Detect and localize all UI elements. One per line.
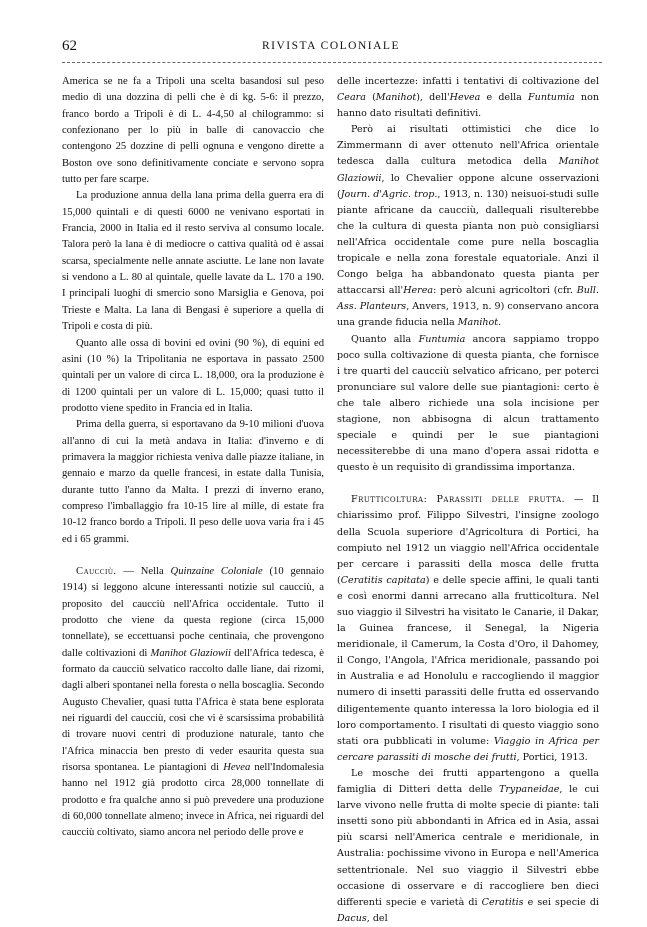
paragraph-funtumia: Quanto alla Funtumia ancora sappiamo troppo poco sulla coltivazione di questa pianta, che fornisce i tre quarti del caucciù selvatico africano, per poterci pronunciare sul valore delle sue piantagioni: certo è che tale albero richiede una sola incisione per stagione, non abbisogna di alcun trattamento speciale e quindi per le sue piantagioni necessiterebbe di una mano d'opera assai ridotta e questo è un requisito di grandissima importanza.	[337, 333, 599, 474]
species-name: Dacus	[337, 912, 367, 924]
section-gap	[62, 548, 324, 564]
page-header	[62, 38, 600, 58]
species-name: Ceratitis capitata	[340, 574, 426, 586]
source-title: Viaggio in Africa per cercare parassiti di mosche dei frutti	[337, 735, 599, 763]
species-name: Ceara	[337, 92, 366, 104]
paragraph-frutticoltura: Frutticoltura: Parassiti delle frutta. — Il chiarissimo prof. Filippo Silvestri, l'insigne zoologo della Scuola superiore d'Agricoltura di Portici, ha compiuto nel 1912 un viaggio nell'Africa occidentale per cercare i parassiti della mosca delle frutta (Ceratitis capitata) e delle specie affini, le quali tanti e così enormi danni arrecano alla frutticoltura. Nel suo viaggio il Silvestri ha visitato le Canarie, il Dakar, la Guinea francese, il Senegal, la Nigeria meridionale, il Camerum, la Costa d'Oro, il Dahomey, il Congo, l'Angola, l'Africa meridionale, passando poi in Australia e ad Honolulu e raccogliendo il maggior numero di insetti parassiti delle frutta ed osservando diligentemente quanto interessa la loro biologia ed il loro comportamento. I risultati di questo viaggio sono stati ora pubblicati in volume: Viaggio in Africa per cercare parassiti di mosche dei frutti, Portici, 1913.	[337, 494, 599, 763]
source-title: Quinzaine Coloniale	[170, 565, 263, 577]
species-name: Manihot	[375, 92, 417, 104]
caucciu-heading: Caucciù.	[76, 565, 117, 577]
species-name: Funtumia	[528, 92, 575, 104]
paragraph-uova: Prima della guerra, si esportavano da 9-10 milioni d'uova all'anno di cui la metà andava in Italia: d'inverno e di primavera la maggior richiesta veniva dalle piazze italiane, in gennaio e marzo da quelle francesi, in estate dalla Tunisia, durante tutto l'anno da Malta. I prezzi di inverno erano, compreso l'imballaggio fra 10-15 lire al mille, di estate fra 10-12 franco bordo a Tripoli. Il peso delle uova varia fra i 45 ed i 65 grammi.	[62, 419, 324, 545]
section-gap	[337, 476, 599, 492]
source-title: Journ. d'Agric. trop.	[340, 188, 438, 200]
paragraph-zimmermann: Però ai risultati ottimistici che dice lo Zimmermann di aver ottenuto nell'Africa orientale tedesca dalla cultura metodica della Manihot Glaziowii, lo Chevalier oppone alcune osservazioni (Journ. d'Agric. trop., 1913, n. 130) neisuoi-studi sulle piante africane da caucciù, dallequali risulterebbe che la cultura di questa pianta non può consigliarsi nell'Africa occidentale come pure nella boscaglia tropicale e nella zona forestale equatoriale. Anzi il Congo belga ha abbandonato questa pianta per attaccarsi all'Herea: però alcuni agricoltori (cfr. Bull. Ass. Planteurs, Anvers, 1913, n. 9) conservano ancora una grande fiducia nella Manihot.	[337, 124, 600, 329]
right-column	[337, 74, 599, 927]
source-title: Bull. Ass. Planteurs	[337, 285, 600, 313]
header-rule	[62, 62, 602, 63]
species-name: Funtumia	[418, 333, 466, 345]
paragraph-lana: La produzione annua della lana prima della guerra era di 15,000 quintali e di questi 6000 ne venivano esportati in Francia, 2000 in Italia ed il resto serviva al consumo locale. Talora però la lana è di mediocre o cattiva qualità od è assai scarsa, specialmente nelle annate asciutte. Le lane non lavate si vendono a L. 80 al quintale, quelle lavate da L. 170 a 190. I principali luoghi di smercio sono Marsiglia e Genova, poi Trieste e Malta. La lana di Bengasi è superiore a quella di Tripoli e costa di più.	[62, 190, 324, 333]
paragraph-pelli: America se ne fa a Tripoli una scelta basandosi sul peso medio di una dozzina di pelli che è di kg. 5-6: il prezzo, franco bordo a Tripoli è di L. 4-4,50 al chilogrammo: si confezionano per lo più in balle di canovaccio che contengono 25 dozzine di pelli ognuna e vengono dirette a Boston ove sono definitivamente conciate e servono sopra tutto per fare scarpe.	[62, 76, 324, 186]
paragraph-mosche: Le mosche dei frutti appartengono a quella famiglia di Ditteri detta delle Trypaneidae, le cui larve vivono nelle frutta di molte specie di piante: tali insetti sono più abbondanti in Africa ed in Asia, assai più scarsi nell'America centrale e meridionale, in Australia: pochissime vivono in Europa e nell'America settentrionale. Nel suo viaggio il Silvestri ebbe occasione di osservare e di raccogliere ben dieci differenti specie e varietà di Ceratitis e sei specie di Dacus, del	[337, 767, 599, 924]
species-name: Hevea	[223, 762, 251, 774]
paragraph-incertezze: delle incertezze: infatti i tentativi di coltivazione del Ceara (Manihot), dell'Hevea e della Funtumia non hanno dato risultati definitivi.	[337, 76, 599, 120]
species-name: Ceratitis	[481, 896, 524, 908]
species-name: Herea	[403, 285, 434, 297]
species-name: Manihot	[457, 317, 499, 329]
species-name: Manihot Glaziowii	[337, 156, 599, 184]
left-column	[62, 74, 324, 842]
species-name: Manihot Glaziowii	[150, 647, 231, 659]
journal-title: RIVISTA COLONIALE	[262, 40, 400, 52]
paragraph-caucciu: Caucciù. — Nella Quinzaine Coloniale (10 gennaio 1914) si leggono alcune interessanti notizie sul caucciù, a proposito del caucciù nell'Africa occidentale. Tutto il prodotto che viene da questa regione (circa 15,000 tonnellate), se eccettuansi poche centinaia, che provengono dalle coltivazioni di Manihot Glaziowii dell'Africa tedesca, è formato da caucciù selvatico raccolto dalle liane, dai rizomi, dagli alberi spontanei nella foresta o nella boscaglia. Secondo Augusto Chevalier, quasi tutta l'Africa è stata bene esplorata nei riguardi del caucciù, così che vi è scarsissima probabilità di trovare nuovi centri di produzione naturale, tanto che l'Africa minaccia ben presto di veder esaurita questa sua risorsa spontanea. Le piantagioni di Hevea nell'Indomalesia hanno nel 1912 già prodotto circa 28,000 tonnellate di prodotto e fra qualche anno si può prevedere una produzione di 60,000 tonnellate almeno; invece in Africa, nei riguardi del caucciù coltivato, siamo ancora nel periodo delle prove e	[62, 565, 324, 839]
paragraph-ossa: Quanto alle ossa di bovini ed ovini (90 %), di equini ed asini (10 %) la Tripolitania ne esportava in passato 2500 quintali per un valore di circa L. 18,000, ora la produzione è di 1200 quintali per un valore di L. 15,000; quasi tutto il prodotto viene spedito in Francia ed in Italia.	[62, 337, 324, 414]
species-name: Hevea	[449, 92, 481, 104]
page-number: 62	[62, 38, 77, 54]
frutticoltura-heading: Frutticoltura: Parassiti delle frutta.	[351, 494, 566, 506]
species-name: Trypaneidae	[498, 784, 560, 796]
